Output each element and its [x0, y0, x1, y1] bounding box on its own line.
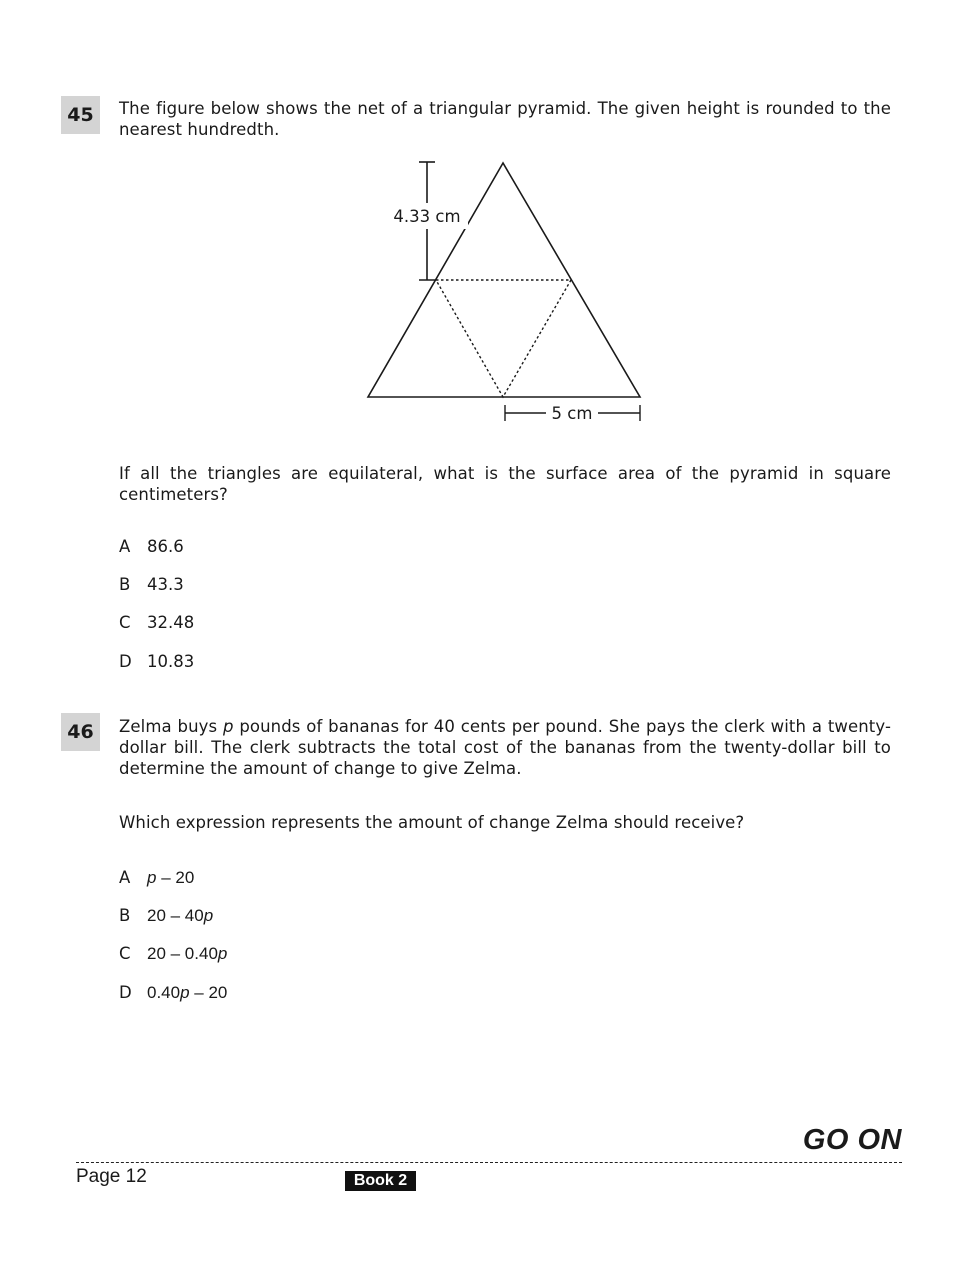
choice-letter: B — [119, 575, 131, 594]
choice-letter: B — [119, 906, 131, 925]
page-number: Page 12 — [76, 1166, 147, 1187]
q46-choice-c[interactable] — [119, 943, 227, 964]
choice-letter: A — [119, 537, 131, 556]
height-label: 4.33 cm — [393, 207, 461, 226]
q45-choice-d[interactable] — [119, 651, 194, 672]
question-number-46: 46 — [61, 713, 100, 751]
choice-letter: A — [119, 868, 131, 887]
q46-prompt: Zelma buys p pounds of bananas for 40 cents per pound. She pays the clerk with a twenty-dollar bill. The clerk subtracts the total cost of the bananas from the twenty-dollar bill to determine the amount of change to give Zelma. — [119, 717, 891, 778]
choice-value: 20 – 40p — [147, 906, 214, 925]
choice-letter: D — [119, 983, 132, 1002]
go-on-label: GO ON — [802, 1124, 902, 1156]
question-number-45: 45 — [61, 96, 100, 134]
choice-value: 10.83 — [147, 652, 195, 671]
choice-letter: C — [119, 944, 131, 963]
footer-divider — [76, 1162, 902, 1163]
q46-choice-d[interactable] — [119, 982, 227, 1003]
book-label: Book 2 — [345, 1171, 416, 1191]
choice-value: p – 20 — [147, 868, 195, 887]
q46-choice-a[interactable] — [119, 867, 194, 888]
q45-choice-b[interactable] — [119, 574, 184, 595]
q45-choice-a[interactable] — [119, 536, 184, 557]
outer-triangle — [368, 163, 640, 397]
choice-value: 0.40p – 20 — [147, 983, 228, 1002]
choice-value: 43.3 — [147, 575, 184, 594]
triangular-pyramid-net-figure — [360, 155, 650, 430]
q46-choice-b[interactable] — [119, 905, 213, 926]
choice-value: 20 – 0.40p — [147, 944, 228, 963]
q46-question: Which expression represents the amount of change Zelma should receive? — [119, 813, 745, 832]
side-label: 5 cm — [551, 404, 593, 423]
q45-question: If all the triangles are equilateral, what is the surface area of the pyramid in square centimeters? — [119, 464, 891, 504]
q45-choice-c[interactable] — [119, 612, 194, 633]
choice-value: 32.48 — [147, 613, 195, 632]
q45-prompt: The figure below shows the net of a triangular pyramid. The given height is rounded to the nearest hundredth. — [119, 99, 891, 139]
choice-value: 86.6 — [147, 537, 184, 556]
fold-lines — [436, 280, 571, 397]
choice-letter: D — [119, 652, 132, 671]
choice-letter: C — [119, 613, 131, 632]
